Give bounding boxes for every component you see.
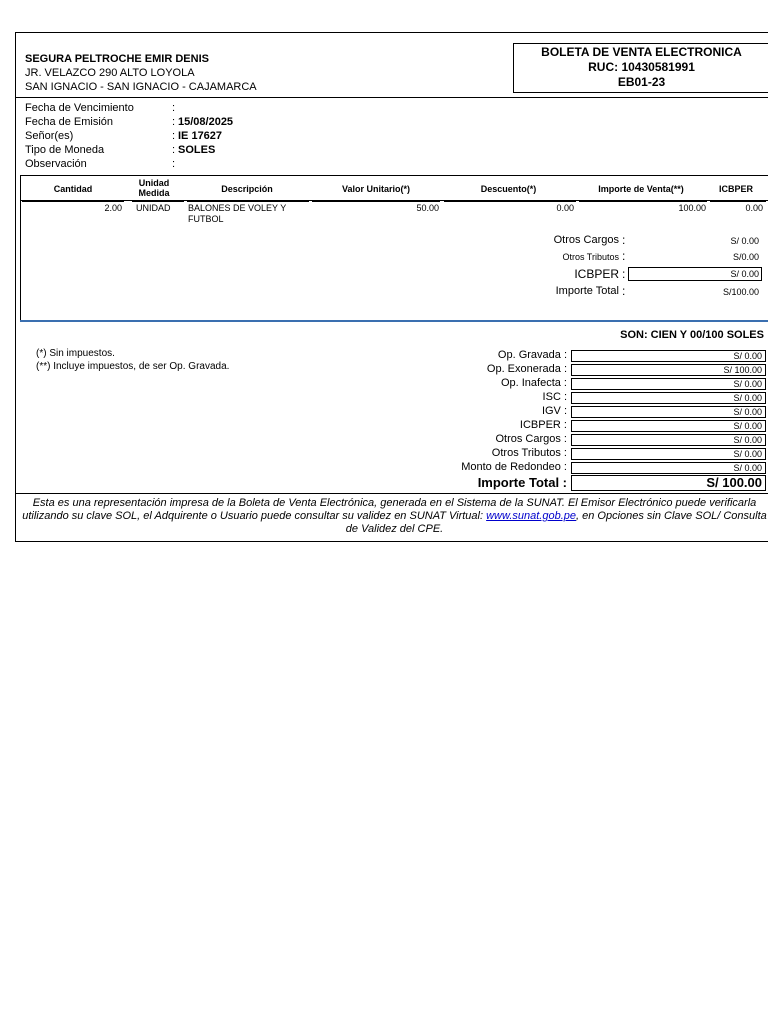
legal-footer: [20, 497, 768, 536]
document-id-box: [513, 43, 768, 93]
cell-underline: [710, 201, 766, 202]
summary-importe-total-label: Importe Total: [555, 285, 619, 297]
summary-colon: :: [622, 249, 626, 263]
summary-icbper-value: S/ 0.00: [730, 269, 759, 279]
cell-underline: [312, 201, 440, 202]
column-header-icbper: ICBPER: [718, 184, 753, 194]
field-colon: :: [172, 116, 176, 128]
boleta-document: [15, 32, 768, 542]
summary-otros-tributos-label: Otros Tributos: [562, 252, 619, 262]
summary-colon: :: [622, 233, 626, 247]
column-header-valor-unitario: Valor Unitario(*): [341, 184, 410, 194]
totals-op-exonerada-value: S/ 100.00: [571, 364, 766, 376]
footer-text-end: , en Opciones sin Clave SOL/ Consulta de Validez del CPE.: [345, 510, 767, 535]
field-value-moneda: SOLES: [178, 144, 216, 156]
table-top-border: [20, 175, 768, 176]
issuer-address: JR. VELAZCO 290 ALTO LOYOLA: [25, 67, 195, 79]
totals-igv-value: S/ 0.00: [571, 406, 766, 418]
totals-icbper-label: ICBPER :: [519, 419, 567, 431]
field-colon: :: [172, 130, 176, 142]
footer-text-start: Esta es una representación impresa de la Boleta de Venta Electrónica, generada en el Sistema de la SUNAT. El Emisor Electrónico puede verificarla utilizando su clave SOL, el Adquirente o Usuario puede consultar su validez en SUNAT Virtual:: [22, 497, 757, 522]
sunat-link[interactable]: www.sunat.gob.pe: [486, 510, 576, 522]
issuer-location: SAN IGNACIO - SAN IGNACIO - CAJAMARCA: [25, 81, 257, 93]
totals-otros-cargos-value: S/ 0.00: [571, 434, 766, 446]
summary-importe-total-value: S/100.00: [722, 287, 759, 297]
table-left-border: [20, 175, 21, 321]
totals-otros-tributos-value: S/ 0.00: [571, 448, 766, 460]
field-value-emision: 15/08/2025: [178, 116, 234, 128]
totals-importe-total-label: Importe Total :: [477, 475, 567, 490]
totals-op-inafecta-label: Op. Inafecta :: [500, 377, 567, 389]
cell-icbper: 0.00: [745, 203, 763, 213]
totals-redondeo-label: Monto de Redondeo :: [461, 461, 567, 473]
cell-valor-unitario: 50.00: [416, 203, 439, 213]
document-series-number: EB01-23: [617, 75, 666, 89]
cell-underline: [187, 201, 309, 202]
totals-otros-cargos-label: Otros Cargos :: [495, 433, 567, 445]
header-divider: [16, 97, 768, 98]
totals-igv-label: IGV :: [541, 405, 567, 417]
cell-underline: [132, 201, 184, 202]
column-header-descuento: Descuento(*): [480, 184, 537, 194]
field-colon: :: [172, 158, 176, 170]
field-label-senor: Señor(es): [25, 130, 74, 142]
field-label-vencimiento: Fecha de Vencimiento: [25, 102, 134, 114]
summary-otros-tributos-value: S/0.00: [732, 252, 759, 262]
totals-isc-value: S/ 0.00: [571, 392, 766, 404]
totals-op-gravada-value: S/ 0.00: [571, 350, 766, 362]
field-label-observacion: Observación: [25, 158, 87, 170]
footer-divider: [16, 493, 768, 494]
summary-otros-cargos-value: S/ 0.00: [730, 236, 759, 246]
totals-op-gravada-label: Op. Gravada :: [497, 349, 567, 361]
summary-colon: :: [622, 284, 626, 298]
note-incluye-impuestos: (**) Incluye impuestos, de ser Op. Gravada.: [36, 361, 230, 372]
ruc-number: RUC: 10430581991: [588, 60, 695, 74]
field-label-moneda: Tipo de Moneda: [25, 144, 105, 156]
totals-icbper-value: S/ 0.00: [571, 420, 766, 432]
column-header-unidad-line1: Unidad: [138, 178, 170, 188]
totals-isc-label: ISC :: [542, 391, 567, 403]
cell-unidad: UNIDAD: [136, 203, 171, 213]
totals-op-exonerada-label: Op. Exonerada :: [486, 363, 567, 375]
cell-importe: 100.00: [678, 203, 706, 213]
cell-cantidad: 2.00: [104, 203, 122, 213]
amount-in-words: SON: CIEN Y 00/100 SOLES: [620, 329, 764, 341]
issuer-name: SEGURA PELTROCHE EMIR DENIS: [25, 53, 209, 65]
totals-otros-tributos-label: Otros Tributos :: [491, 447, 567, 459]
cell-descuento: 0.00: [556, 203, 574, 213]
note-sin-impuestos: (*) Sin impuestos.: [36, 348, 115, 359]
field-value-senor: IE 17627: [178, 130, 223, 142]
cell-underline: [444, 201, 576, 202]
field-label-emision: Fecha de Emisión: [25, 116, 114, 128]
document-type-title: BOLETA DE VENTA ELECTRONICA: [541, 45, 742, 59]
summary-colon: :: [622, 267, 626, 281]
totals-redondeo-value: S/ 0.00: [571, 462, 766, 474]
cell-underline: [579, 201, 707, 202]
totals-importe-total-value: S/ 100.00: [571, 475, 766, 491]
section-divider: [20, 320, 768, 322]
column-header-unidad: [128, 178, 180, 198]
column-header-cantidad: Cantidad: [53, 184, 93, 194]
field-colon: :: [172, 144, 176, 156]
column-header-unidad-line2: Medida: [138, 188, 170, 198]
summary-icbper-label: ICBPER: [574, 267, 619, 281]
column-header-descripcion: Descripción: [221, 184, 273, 194]
summary-otros-cargos-label: Otros Cargos: [553, 234, 619, 246]
cell-underline: [22, 201, 124, 202]
cell-descripcion-line2: FUTBOL: [188, 214, 224, 224]
totals-op-inafecta-value: S/ 0.00: [571, 378, 766, 390]
cell-descripcion-line1: BALONES DE VOLEY Y: [188, 203, 287, 213]
column-header-importe: Importe de Venta(**): [598, 184, 684, 194]
field-colon: :: [172, 102, 176, 114]
